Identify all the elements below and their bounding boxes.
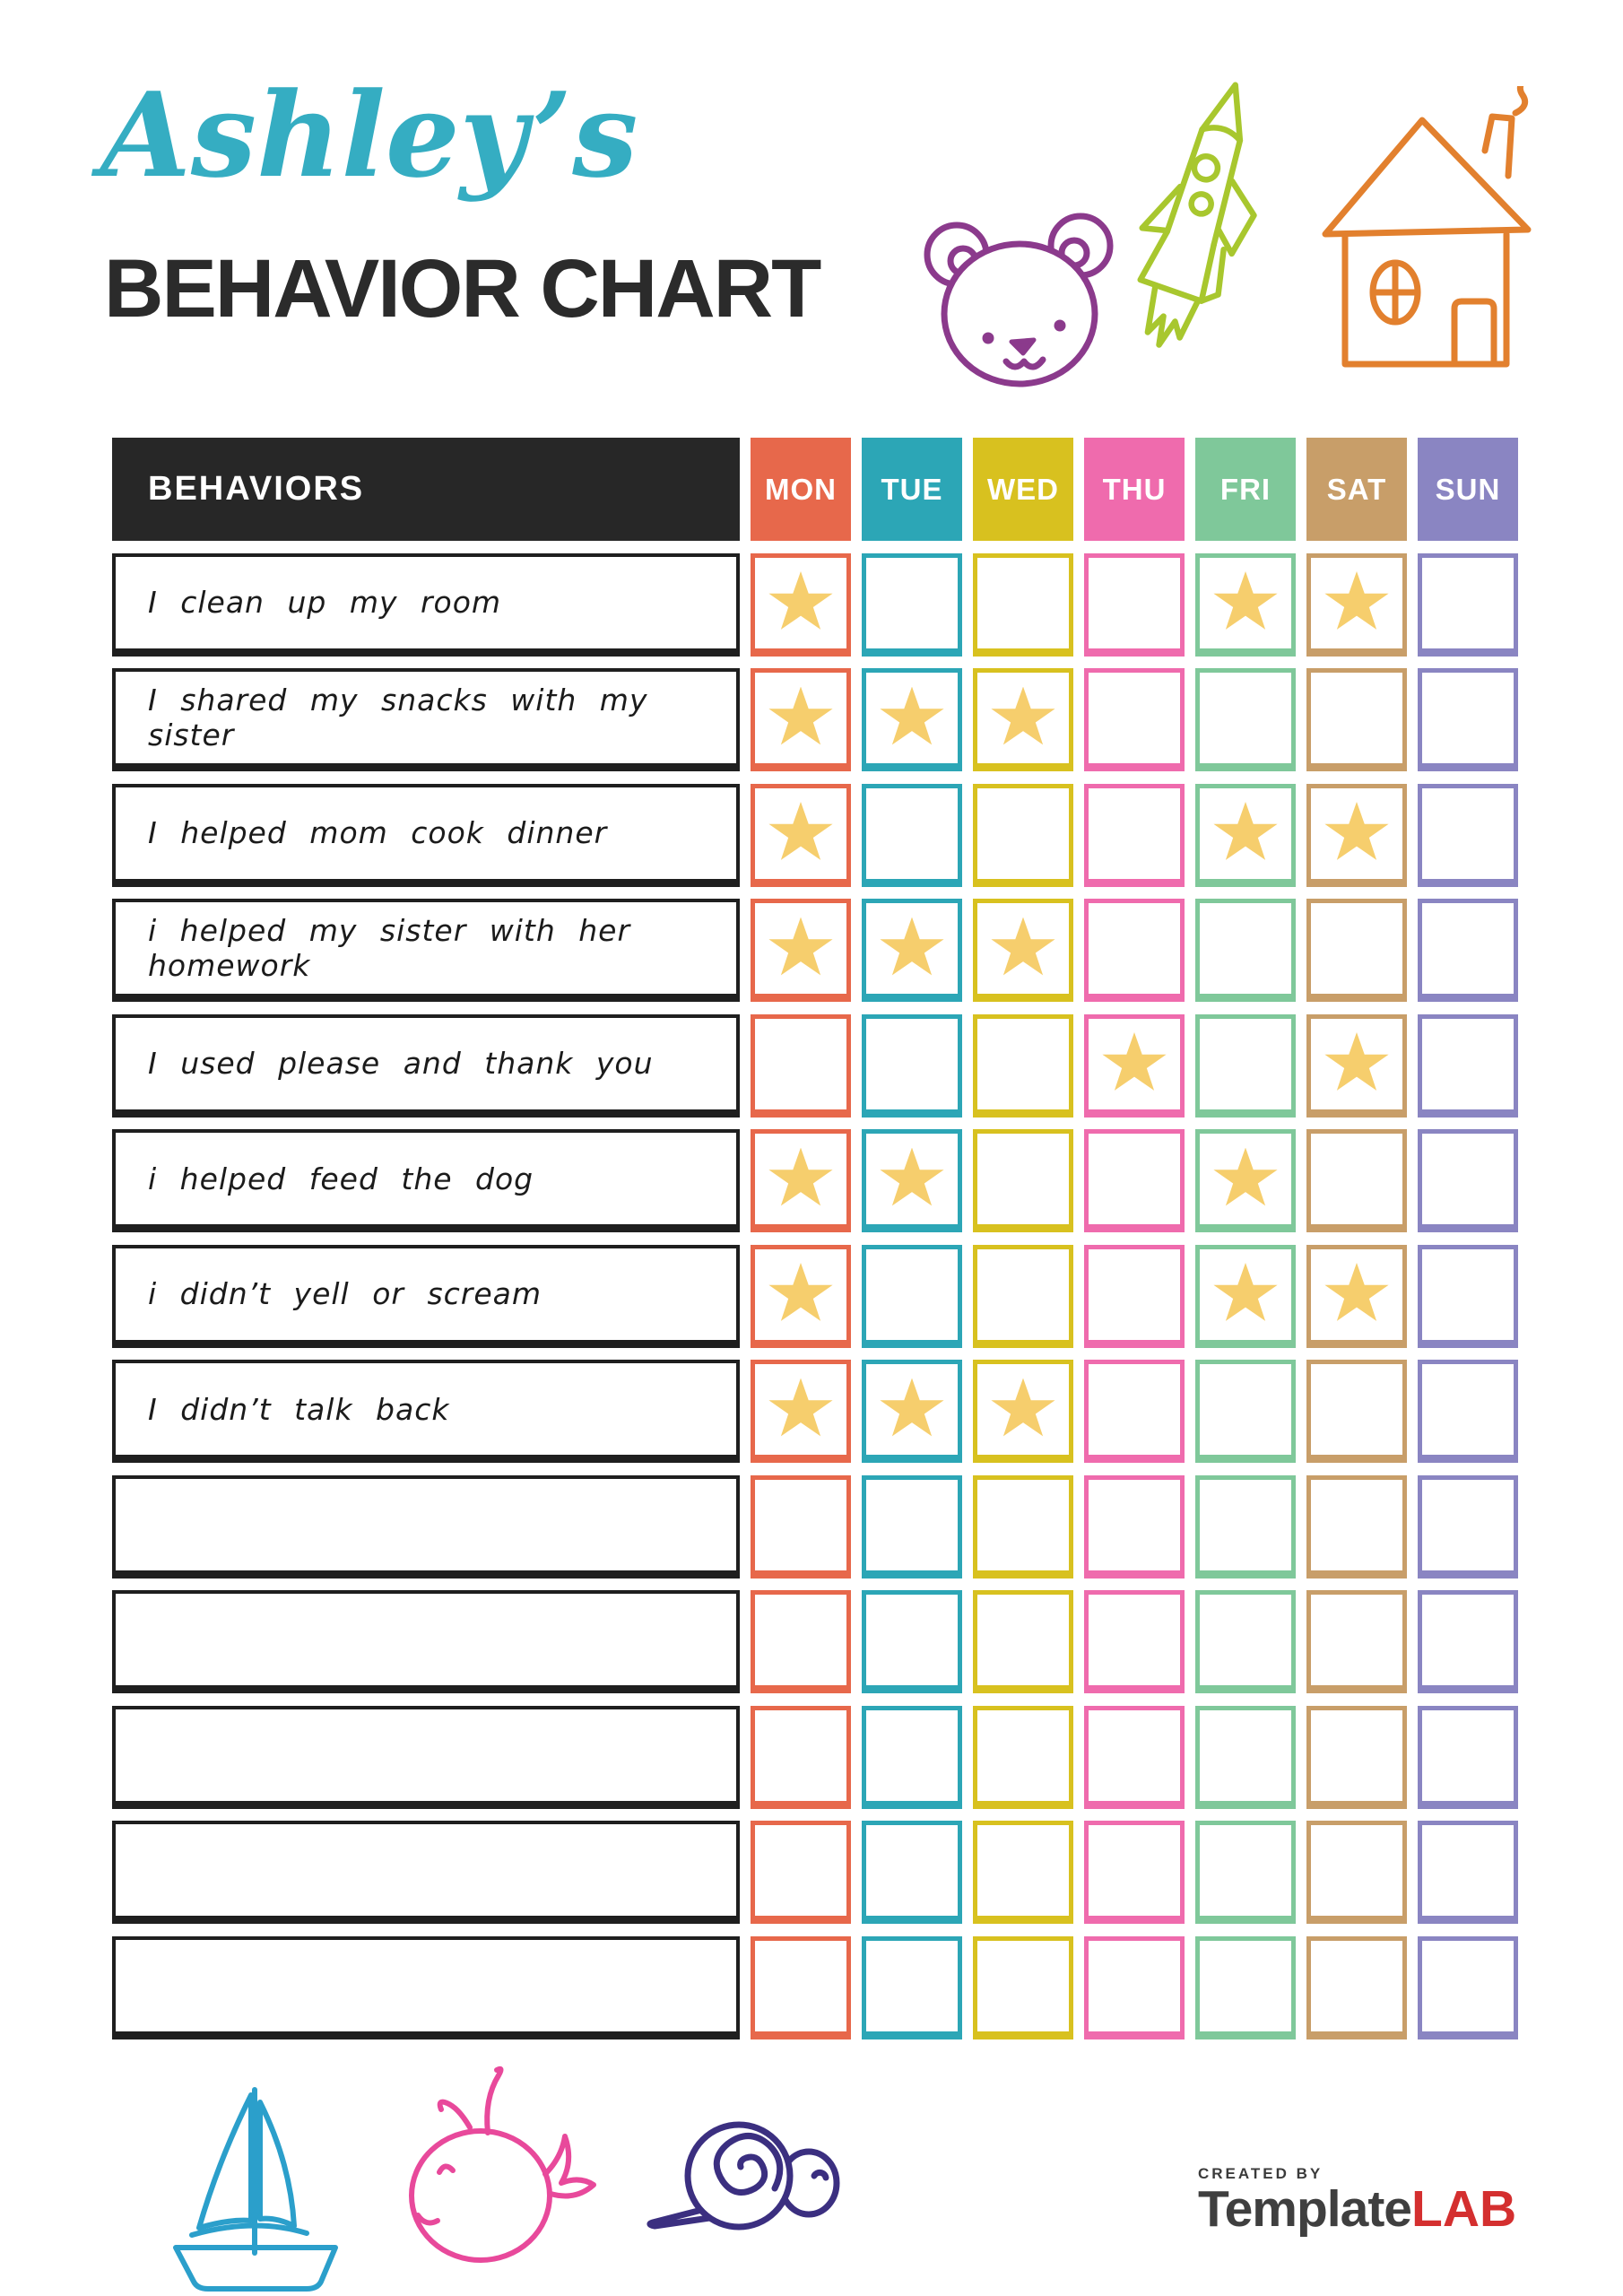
chart-cell-mon-row11: [751, 1706, 851, 1809]
chart-cell-fri-row3: [1195, 784, 1296, 887]
chart-cell-sun-row8: [1418, 1360, 1518, 1463]
behavior-text: I used please and thank you: [148, 1046, 654, 1081]
brand-template-text: Template: [1198, 2180, 1412, 2238]
chart-cell-sun-row5: [1418, 1014, 1518, 1118]
behavior-label: [112, 668, 740, 771]
chart-cell-sun-row9: [1418, 1475, 1518, 1578]
chart-cell-sun-row10: [1418, 1590, 1518, 1693]
chart-cell-sun-row1: [1418, 553, 1518, 657]
chart-cell-wed-row8: [973, 1360, 1073, 1463]
brand-lab-text: LAB: [1411, 2180, 1517, 2238]
chart-cell-tue-row1: [862, 553, 962, 657]
behavior-text: I helped mom cook dinner: [148, 815, 608, 850]
behavior-text: i helped feed the dog: [148, 1161, 534, 1196]
snail-icon: [638, 2118, 854, 2239]
chart-cell-fri-row10: [1195, 1590, 1296, 1693]
chart-cell-sun-row2: [1418, 668, 1518, 771]
chart-cell-wed-row9: [973, 1475, 1073, 1578]
chart-cell-wed-row6: [973, 1129, 1073, 1232]
chart-cell-sat-row7: [1306, 1245, 1407, 1348]
star-icon: [1212, 802, 1279, 865]
day-header-wed: WED: [973, 438, 1073, 541]
house-icon: [1315, 86, 1552, 387]
star-icon: [768, 1263, 834, 1326]
chart-cell-wed-row1: [973, 553, 1073, 657]
chart-cell-tue-row11: [862, 1706, 962, 1809]
chart-cell-wed-row2: [973, 668, 1073, 771]
star-icon: [1324, 1032, 1390, 1095]
chart-cell-fri-row9: [1195, 1475, 1296, 1578]
day-header-fri: FRI: [1195, 438, 1296, 541]
behavior-label: [112, 899, 740, 1002]
chart-cell-thu-row6: [1084, 1129, 1185, 1232]
star-icon: [879, 687, 945, 750]
behavior-label: [112, 784, 740, 887]
chart-cell-mon-row5: [751, 1014, 851, 1118]
chart-cell-thu-row9: [1084, 1475, 1185, 1578]
chart-cell-thu-row11: [1084, 1706, 1185, 1809]
star-icon: [1324, 1263, 1390, 1326]
chart-cell-mon-row8: [751, 1360, 851, 1463]
behavior-label: [112, 1014, 740, 1118]
behavior-label: [112, 1475, 740, 1578]
chart-cell-thu-row13: [1084, 1936, 1185, 2039]
chart-cell-thu-row5: [1084, 1014, 1185, 1118]
bear-icon: [916, 208, 1127, 396]
star-icon: [879, 1148, 945, 1211]
chart-cell-tue-row10: [862, 1590, 962, 1693]
chart-cell-sun-row12: [1418, 1821, 1518, 1924]
chart-cell-thu-row8: [1084, 1360, 1185, 1463]
chart-cell-fri-row4: [1195, 899, 1296, 1002]
child-name-title: Ashley’s: [100, 66, 638, 204]
chart-cell-sat-row4: [1306, 899, 1407, 1002]
star-icon: [990, 1378, 1056, 1441]
star-icon: [879, 1378, 945, 1441]
star-icon: [768, 1378, 834, 1441]
star-icon: [768, 571, 834, 634]
chart-cell-wed-row13: [973, 1936, 1073, 2039]
chart-cell-wed-row5: [973, 1014, 1073, 1118]
chart-cell-mon-row9: [751, 1475, 851, 1578]
chart-cell-sat-row5: [1306, 1014, 1407, 1118]
chart-cell-tue-row2: [862, 668, 962, 771]
behavior-label: [112, 1245, 740, 1348]
star-icon: [768, 918, 834, 980]
chart-cell-wed-row3: [973, 784, 1073, 887]
day-header-mon: MON: [751, 438, 851, 541]
behavior-label: [112, 1936, 740, 2039]
chart-cell-wed-row12: [973, 1821, 1073, 1924]
chart-cell-sat-row10: [1306, 1590, 1407, 1693]
chart-cell-sun-row7: [1418, 1245, 1518, 1348]
chart-cell-fri-row13: [1195, 1936, 1296, 2039]
chart-cell-sat-row9: [1306, 1475, 1407, 1578]
star-icon: [1101, 1032, 1167, 1095]
chart-cell-mon-row12: [751, 1821, 851, 1924]
behavior-text: i didn’t yell or scream: [148, 1276, 542, 1311]
chart-cell-sat-row8: [1306, 1360, 1407, 1463]
templatelab-logo: [1198, 2165, 1517, 2238]
behavior-label: [112, 553, 740, 657]
whale-icon: [384, 2061, 608, 2285]
chart-cell-mon-row4: [751, 899, 851, 1002]
chart-cell-sat-row2: [1306, 668, 1407, 771]
star-icon: [1212, 1263, 1279, 1326]
chart-cell-mon-row6: [751, 1129, 851, 1232]
behavior-label: [112, 1360, 740, 1463]
chart-cell-tue-row3: [862, 784, 962, 887]
chart-cell-mon-row2: [751, 668, 851, 771]
behavior-text: I clean up my room: [148, 585, 502, 620]
chart-cell-fri-row2: [1195, 668, 1296, 771]
star-icon: [1324, 802, 1390, 865]
chart-cell-sat-row3: [1306, 784, 1407, 887]
chart-cell-fri-row11: [1195, 1706, 1296, 1809]
chart-cell-thu-row1: [1084, 553, 1185, 657]
star-icon: [1212, 571, 1279, 634]
behavior-text: I shared my snacks with my sister: [148, 683, 648, 752]
behavior-label: [112, 1821, 740, 1924]
chart-cell-tue-row13: [862, 1936, 962, 2039]
chart-cell-thu-row3: [1084, 784, 1185, 887]
chart-cell-sun-row13: [1418, 1936, 1518, 2039]
chart-cell-tue-row7: [862, 1245, 962, 1348]
chart-cell-sun-row11: [1418, 1706, 1518, 1809]
chart-cell-tue-row12: [862, 1821, 962, 1924]
created-by-label: CREATED BY: [1198, 2165, 1324, 2182]
star-icon: [990, 918, 1056, 980]
chart-cell-mon-row1: [751, 553, 851, 657]
chart-cell-sun-row3: [1418, 784, 1518, 887]
chart-cell-sun-row4: [1418, 899, 1518, 1002]
chart-cell-thu-row7: [1084, 1245, 1185, 1348]
chart-cell-sat-row12: [1306, 1821, 1407, 1924]
chart-cell-wed-row10: [973, 1590, 1073, 1693]
chart-cell-mon-row3: [751, 784, 851, 887]
chart-cell-sun-row6: [1418, 1129, 1518, 1232]
star-icon: [990, 687, 1056, 750]
page-title: BEHAVIOR CHART: [104, 243, 820, 335]
behavior-label: [112, 1129, 740, 1232]
star-icon: [879, 918, 945, 980]
star-icon: [768, 1148, 834, 1211]
behaviors-column-header: BEHAVIORS: [112, 438, 740, 541]
behavior-text: i helped my sister with her homework: [148, 913, 631, 983]
day-header-sat: SAT: [1306, 438, 1407, 541]
star-icon: [768, 802, 834, 865]
day-header-thu: THU: [1084, 438, 1185, 541]
behavior-label: [112, 1590, 740, 1693]
chart-cell-sat-row11: [1306, 1706, 1407, 1809]
chart-cell-fri-row8: [1195, 1360, 1296, 1463]
star-icon: [768, 687, 834, 750]
chart-cell-wed-row4: [973, 899, 1073, 1002]
chart-cell-thu-row10: [1084, 1590, 1185, 1693]
rocket-icon: [1128, 72, 1289, 395]
chart-cell-wed-row11: [973, 1706, 1073, 1809]
chart-cell-tue-row5: [862, 1014, 962, 1118]
chart-cell-fri-row12: [1195, 1821, 1296, 1924]
day-header-tue: TUE: [862, 438, 962, 541]
chart-cell-sat-row1: [1306, 553, 1407, 657]
brand-wordmark: [1198, 2180, 1517, 2238]
chart-cell-wed-row7: [973, 1245, 1073, 1348]
day-header-sun: SUN: [1418, 438, 1518, 541]
chart-cell-tue-row6: [862, 1129, 962, 1232]
star-icon: [1212, 1148, 1279, 1211]
chart-cell-fri-row7: [1195, 1245, 1296, 1348]
chart-cell-sat-row6: [1306, 1129, 1407, 1232]
chart-cell-mon-row10: [751, 1590, 851, 1693]
behavior-chart-grid: [112, 438, 1518, 2039]
behavior-label: [112, 1706, 740, 1809]
chart-cell-tue-row9: [862, 1475, 962, 1578]
behavior-text: I didn’t talk back: [148, 1391, 450, 1427]
chart-cell-fri-row6: [1195, 1129, 1296, 1232]
chart-cell-thu-row4: [1084, 899, 1185, 1002]
star-icon: [1324, 571, 1390, 634]
chart-cell-mon-row7: [751, 1245, 851, 1348]
chart-cell-tue-row4: [862, 899, 962, 1002]
chart-cell-thu-row2: [1084, 668, 1185, 771]
chart-cell-mon-row13: [751, 1936, 851, 2039]
chart-cell-tue-row8: [862, 1360, 962, 1463]
chart-cell-fri-row5: [1195, 1014, 1296, 1118]
chart-cell-fri-row1: [1195, 553, 1296, 657]
chart-cell-thu-row12: [1084, 1821, 1185, 1924]
chart-cell-sat-row13: [1306, 1936, 1407, 2039]
sailboat-icon: [160, 2077, 352, 2292]
